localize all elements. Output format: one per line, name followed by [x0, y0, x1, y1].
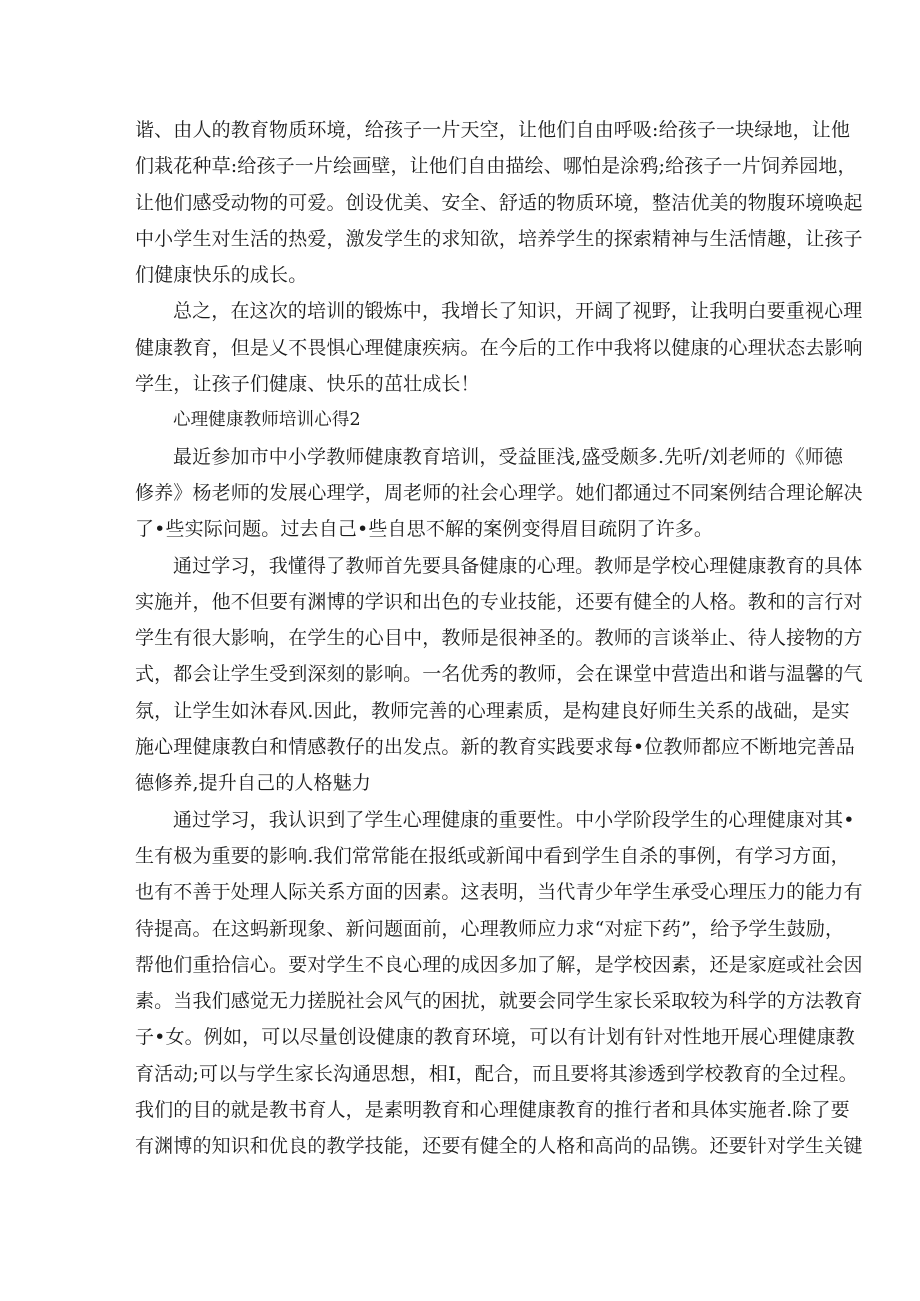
paragraph — [135, 439, 863, 548]
paragraph-line: 学生，让孩子们健康、快乐的茁壮成长！ — [135, 373, 480, 396]
paragraph — [135, 548, 863, 802]
paragraph-line: 学生有很大影响，在学生的心目中，教师是很神圣的。教师的言谈举止、待人接物的方 — [135, 627, 863, 650]
paragraph-line: 子•女。例如，可以尽量创设健康的教育环境，可以有计划有针对性地开展心理健康教 — [135, 1026, 855, 1049]
paragraph-line: 实施并，他不但要有渊博的学识和出色的专业技能，还要有健全的人格。教和的言行对 — [135, 590, 863, 613]
section-heading-text: 心理健康教师培训心得2 — [173, 410, 361, 431]
paragraph-line: 们栽花种草:给孩子一片绘画壁，让他们自由描绘、哪怕是涂鸦;给孩子一片饲养园地， — [135, 155, 857, 178]
paragraph-line: 健康教育，但是乂不畏惧心理健康疾病。在今后的工作中我将以健康的心理状态去影响 — [135, 336, 863, 359]
paragraph-line: 通过学习，我懂得了教师首先要具备健康的心理。教师是学校心理健康教育的具体 — [173, 554, 863, 577]
paragraph — [135, 112, 863, 293]
paragraph-line: 待提高。在这蚂新现象、新问题面前，心理教师应力求“对症下药”，给予学生鼓励， — [135, 917, 845, 940]
paragraph-line: 我们的目的就是教书育人，是素明教育和心理健康教育的推行者和具体实施者.除了要 — [135, 1099, 850, 1122]
paragraph-line: 氛，让学生如沐春风.因此，教师完善的心理素质，是构建良好师生关系的战础，是实 — [135, 699, 850, 722]
paragraph-line: 修养》杨老师的发展心理学，周老师的社会心理学。她们都通过不同案例结合理论解决 — [135, 481, 863, 504]
paragraph-line: 们健康快乐的成长。 — [135, 264, 308, 287]
paragraph-line: 总之，在这次的培训的锻炼中，我增长了知识，开阔了视野，让我明白要重视心理 — [173, 300, 863, 323]
paragraph-line: 育活动;可以与学生家长沟通思想，相I，配合，而且要将其渗透到学校教育的全过程。 — [135, 1062, 858, 1085]
paragraph-line: 也有不善于处理人际关系方面的因素。这表明，当代青少年学生承受心理压力的能力有 — [135, 881, 863, 904]
paragraph — [135, 293, 863, 402]
paragraph-line: 生有极为重要的影响.我们常常能在报纸或新闻中看到学生自杀的事例，有学习方面， — [135, 844, 850, 867]
paragraph — [135, 802, 863, 1165]
paragraph-line: 施心理健康教白和情感教仔的出发点。新的教育实践要求每•位教师都应不断地完善品 — [135, 736, 855, 759]
paragraph-line: 有渊博的知识和优良的教学技能，还要有健全的人格和高尚的品镌。还要针对学生关键 — [135, 1135, 863, 1158]
paragraph-line: 中小学生对生活的热爱，激发学生的求知欲，培养学生的探索精神与生活情趣，让孩子 — [135, 227, 863, 250]
paragraph-line: 式，都会让学生受到深刻的影响。一名优秀的教师，会在课堂中营造出和谐与温馨的气 — [135, 663, 863, 686]
paragraph-line: 素。当我们感觉无力搓脱社会风气的困扰，就要会同学生家长采取较为科学的方法教育 — [135, 990, 863, 1013]
paragraph-line: 德修养,提升自己的人格魅力 — [135, 772, 371, 795]
paragraph-line: 让他们感受动物的可爱。创设优美、安全、舒适的物质环境，整洁优美的物腹环境唤起 — [135, 191, 863, 214]
paragraph-line: 帮他们重拾信心。要对学生不良心理的成因多加了解，是学校因素，还是家庭或社会因 — [135, 953, 863, 976]
paragraph-line: 通过学习，我认识到了学生心理健康的重要性。中小学阶段学生的心理健康对其• — [173, 808, 855, 831]
document-body — [135, 112, 863, 1165]
paragraph-line: 谐、由人的教育物质环境，给孩子一片天空，让他们自由呼吸:给孩子一块绿地，让他 — [135, 119, 851, 141]
paragraph-line: 最近参加市中小学教师健康教育培训，受益匪浅,盛受颇多.先听/刘老师的《师德 — [173, 445, 844, 468]
section-heading — [135, 402, 785, 438]
paragraph-line: 了•些实际问题。过去自己•些自思不解的案例变得眉目疏阴了许多。 — [135, 518, 714, 541]
